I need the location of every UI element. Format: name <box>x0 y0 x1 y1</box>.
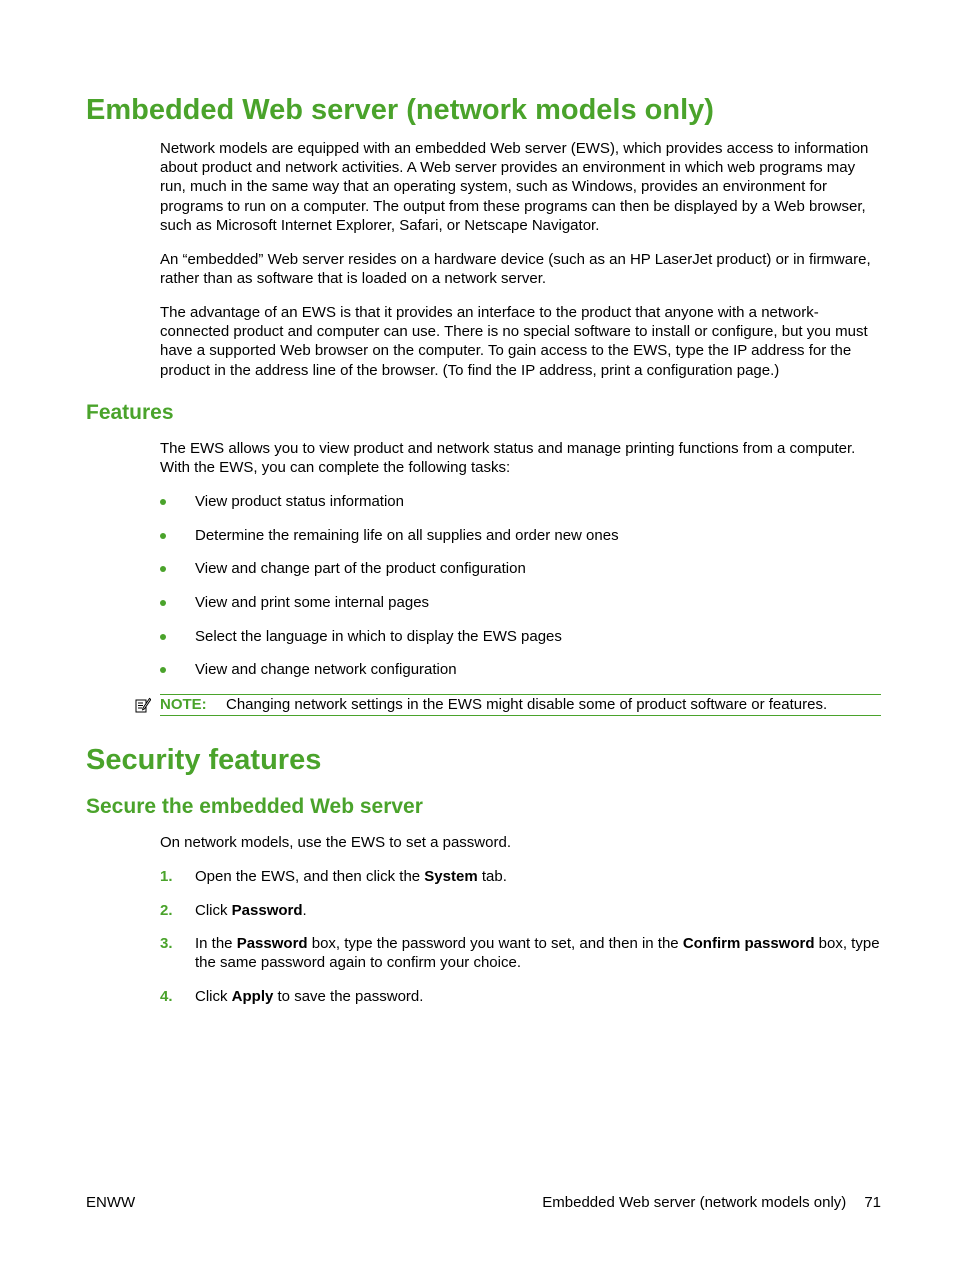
step-text: Click Apply to save the password. <box>195 988 424 1005</box>
secure-ews-heading: Secure the embedded Web server <box>86 795 423 818</box>
bullet-icon <box>160 667 166 673</box>
page-title: Embedded Web server (network models only) <box>86 94 714 126</box>
security-heading: Security features <box>86 744 322 776</box>
step-number: 3. <box>160 935 173 952</box>
bullet-icon <box>160 634 166 640</box>
step-number: 2. <box>160 902 173 919</box>
intro-paragraph-1: Network models are equipped with an embedded Web server (EWS), which provides access to information about product and network activities. A Web server provides an environment in which web programs may run, much in the same way that an operating system, such as Windows, provides an environment for programs to run on a computer. The output from these programs can then be displayed by a Web browser, such as Microsoft Internet Explorer, Safari, or Netscape Navigator. <box>160 140 869 234</box>
step-number: 1. <box>160 868 173 885</box>
footer-title: Embedded Web server (network models only) <box>542 1194 847 1211</box>
note-box <box>160 694 881 716</box>
intro-paragraph-3: The advantage of an EWS is that it provides an interface to the product that anyone with a network-connected product and computer can use. There is no special software to install or configure, but you must have a supported Web browser on the computer. To gain access to the EWS, type the IP address for the product in the address line of the browser. (To find the IP address, print a configuration page.) <box>160 304 868 379</box>
bullet-icon <box>160 499 166 505</box>
feature-list-item-text: Select the language in which to display the EWS pages <box>195 628 562 645</box>
note-pencil-icon <box>135 697 151 713</box>
features-heading: Features <box>86 401 174 424</box>
bullet-icon <box>160 533 166 539</box>
feature-list-item-text: View and print some internal pages <box>195 594 430 611</box>
feature-list-item-text: Determine the remaining life on all supplies and order new ones <box>195 527 619 544</box>
note-text: Changing network settings in the EWS might disable some of product software or features. <box>226 696 828 713</box>
feature-list-item-text: View and change part of the product configuration <box>195 560 526 577</box>
step-number: 4. <box>160 988 173 1005</box>
security-intro: On network models, use the EWS to set a password. <box>160 834 511 851</box>
intro-paragraph-2: An “embedded” Web server resides on a hardware device (such as an HP LaserJet product) or in firmware, rather than as software that is loaded on a network server. <box>160 251 871 288</box>
note-label: NOTE: <box>160 696 207 713</box>
bullet-icon <box>160 566 166 572</box>
step-text: Click Password. <box>195 902 307 919</box>
footer-right <box>542 1193 881 1212</box>
step-text: In the Password box, type the password you want to set, and then in the Confirm password box, type the same password again to confirm your choice. <box>195 935 880 972</box>
footer-left-label: ENWW <box>86 1194 136 1211</box>
features-intro: The EWS allows you to view product and network status and manage printing functions from a computer. With the EWS, you can complete the following tasks: <box>160 440 856 477</box>
bullet-icon <box>160 600 166 606</box>
feature-list-item-text: View product status information <box>195 493 404 510</box>
feature-list-item-text: View and change network configuration <box>195 661 457 678</box>
page-number: 71 <box>864 1194 881 1211</box>
step-text: Open the EWS, and then click the System tab. <box>195 868 507 885</box>
